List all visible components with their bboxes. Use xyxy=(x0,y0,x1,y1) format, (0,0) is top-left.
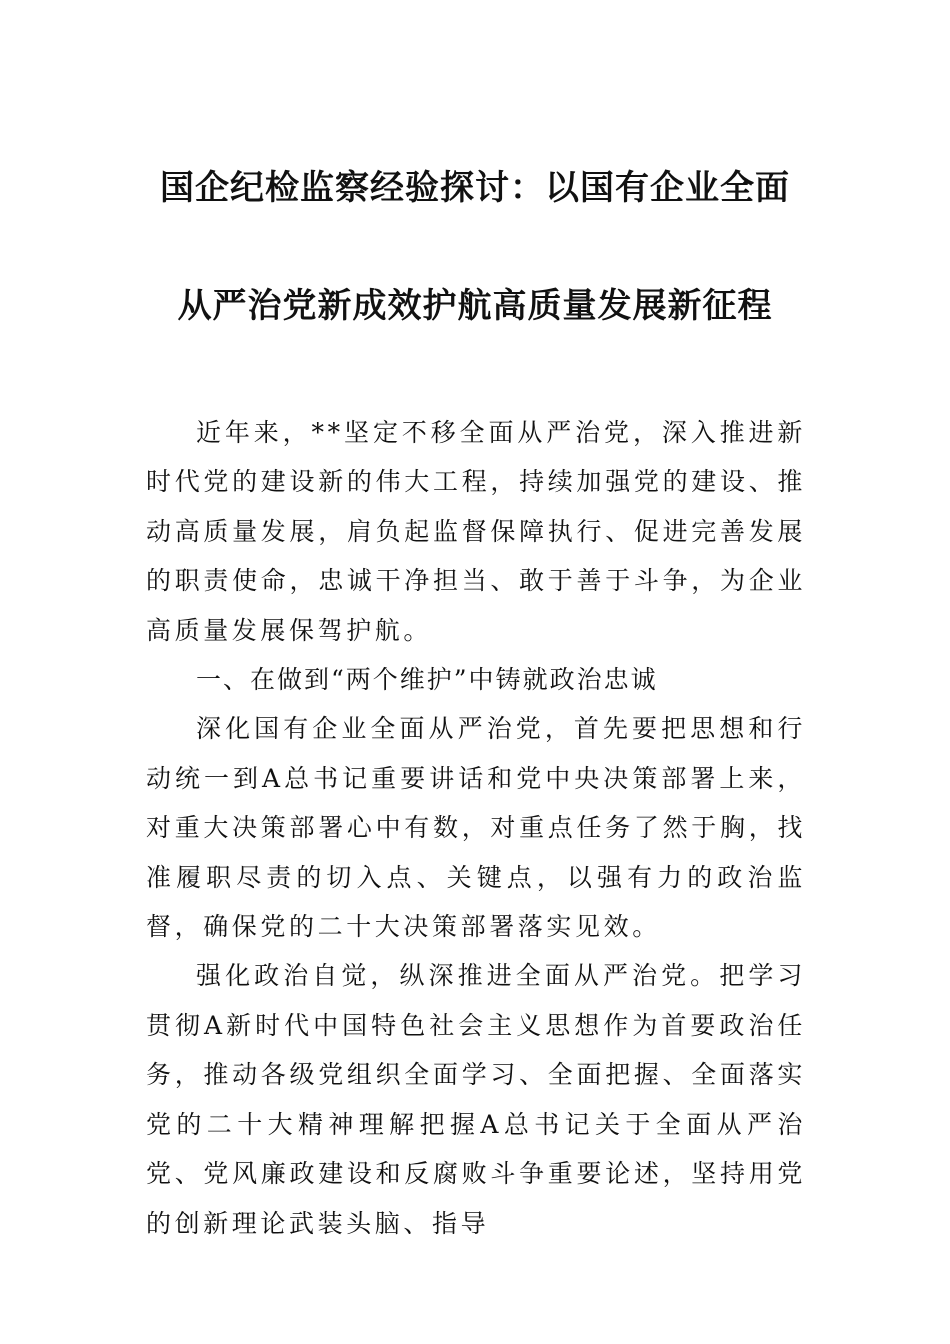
paragraph-section-1: 深化国有企业全面从严治党，首先要把思想和行动统一到A总书记重要讲话和党中央决策部署上来，对重大决策部署心中有数，对重点任务了然于胸，找准履职尽责的切入点、关键点，以强有力的政治监督，确保党的二十大决策部署落实见效。 xyxy=(146,714,806,942)
paragraph-intro: 近年来，**坚定不移全面从严治党，深入推进新时代党的建设新的伟大工程，持续加强党的建设、推动高质量发展，肩负起监督保障执行、促进完善发展的职责使命，忠诚干净担当、敢于善于斗争，为企业高质量发展保驾护航。 xyxy=(146,418,806,645)
paragraph-political-awareness: 强化政治自觉，纵深推进全面从严治党。把学习贯彻A新时代中国特色社会主义思想作为首要政治任务，推动各级党组织全面学习、全面把握、全面落实党的二十大精神理解把握A总书记关于全面从严治党、党风廉政建设和反腐败斗争重要论述，坚持用党的创新理论武装头脑、指导 xyxy=(146,961,806,1238)
section-heading-1: 一、在做到“两个维护”中铸就政治忠诚 xyxy=(196,665,658,695)
document-title-line-1: 国企纪检监察经验探讨：以国有企业全面 xyxy=(160,168,790,208)
document-body xyxy=(146,408,806,1248)
document-title-line-2: 从严治党新成效护航高质量发展新征程 xyxy=(177,286,773,326)
